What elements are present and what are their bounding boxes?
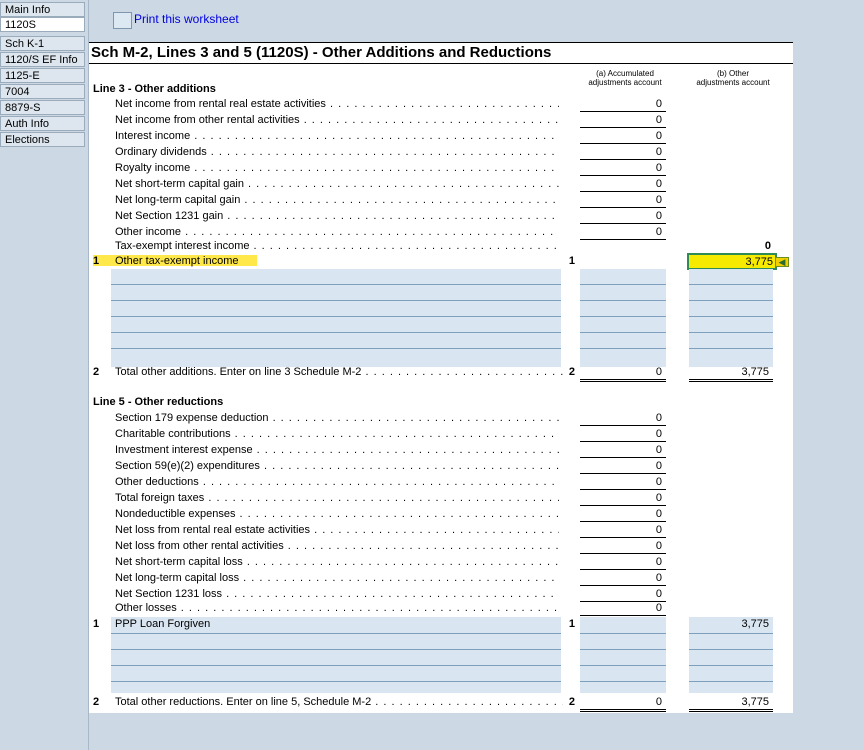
addition-label: Net long-term capital gain . .: [115, 193, 559, 207]
print-checkbox[interactable]: [113, 12, 132, 29]
addition-label: Ordinary dividends . .: [115, 145, 559, 159]
reduction-value-a[interactable]: 0: [580, 459, 666, 474]
entry-line: [111, 316, 561, 317]
entry-line: [111, 649, 561, 650]
line-number: 2: [93, 366, 100, 378]
addition-value-a[interactable]: 0: [580, 209, 666, 224]
other-tax-exempt-value-b[interactable]: 3,775: [687, 253, 777, 270]
entry-line: [689, 649, 773, 650]
reduction-label: Nondeductible expenses . .: [115, 507, 559, 521]
ppp-loan-value-b[interactable]: 3,775: [741, 618, 769, 630]
reduction-label: Net Section 1231 loss . .: [115, 587, 559, 601]
total-additions-a: 0: [580, 365, 666, 382]
entry-line: [580, 348, 666, 349]
addition-label: Net income from rental real estate activities . .: [115, 97, 559, 111]
entry-line: [689, 300, 773, 301]
reduction-label: Net long-term capital loss . .: [115, 571, 559, 585]
reduction-label: Section 59(e)(2) expenditures . .: [115, 459, 559, 473]
entry-line: [111, 681, 561, 682]
reduction-value-a[interactable]: 0: [580, 443, 666, 458]
entry-line: [689, 633, 773, 634]
entry-line: [111, 300, 561, 301]
line-ref: 2: [568, 366, 575, 378]
entry-line: [580, 316, 666, 317]
reduction-value-a[interactable]: 0: [580, 571, 666, 586]
line-number: 2: [93, 696, 100, 708]
entry-line: [111, 332, 561, 333]
tab-1125e[interactable]: 1125-E: [0, 68, 85, 83]
line-ref: 1: [568, 618, 575, 630]
entry-line: [580, 665, 666, 666]
section-other-reductions: Line 5 - Other reductions: [93, 396, 224, 408]
addition-value-a[interactable]: 0: [580, 97, 666, 112]
reduction-value-a[interactable]: 0: [580, 411, 666, 426]
other-tax-exempt-label: Other tax-exempt income: [115, 255, 239, 267]
tab-7004[interactable]: 7004: [0, 84, 85, 99]
entry-line: [689, 665, 773, 666]
entry-line: [111, 633, 561, 634]
reduction-value-a[interactable]: 0: [580, 601, 666, 616]
tab-sch-k1[interactable]: Sch K-1: [0, 36, 85, 51]
reduction-label: Net loss from other rental activities . .: [115, 539, 559, 553]
reduction-value-a[interactable]: 0: [580, 491, 666, 506]
reduction-value-a[interactable]: 0: [580, 475, 666, 490]
col-b-header: [685, 69, 781, 87]
total-additions-b: 3,775: [689, 365, 773, 382]
reduction-label: Charitable contributions . .: [115, 427, 559, 441]
tab-auth-info[interactable]: Auth Info: [0, 116, 85, 131]
section-other-additions: Line 3 - Other additions: [93, 83, 216, 95]
addition-value-a[interactable]: 0: [580, 129, 666, 144]
col-a-header-line1: (a) Accumulated: [596, 69, 654, 78]
total-reductions-label: Total other reductions. Enter on line 5, Schedule M-2 . .: [115, 695, 563, 709]
entry-line: [580, 284, 666, 285]
entry-line: [689, 332, 773, 333]
reduction-label: Section 179 expense deduction . .: [115, 411, 559, 425]
entry-line: [580, 649, 666, 650]
reduction-value-a[interactable]: 0: [580, 587, 666, 602]
line-number: 1: [93, 618, 100, 630]
entry-line: [689, 316, 773, 317]
entry-line: [689, 681, 773, 682]
sidebar: [0, 0, 89, 750]
tab-8879s[interactable]: 8879-S: [0, 100, 85, 115]
tab-main-info[interactable]: Main Info: [0, 2, 85, 17]
print-worksheet-link[interactable]: Print this worksheet: [134, 12, 239, 26]
reduction-label: Net loss from rental real estate activities . .: [115, 523, 559, 537]
addition-label: Interest income . .: [115, 129, 559, 143]
entry-line: [580, 633, 666, 634]
addition-value-a[interactable]: 0: [580, 225, 666, 240]
entry-line: [580, 332, 666, 333]
arrow-icon: ◀: [775, 257, 789, 267]
col-a-header: [577, 69, 673, 87]
addition-label: Net short-term capital gain . .: [115, 177, 559, 191]
entry-line: [111, 348, 561, 349]
total-reductions-a: 0: [580, 695, 666, 712]
reduction-value-a[interactable]: 0: [580, 555, 666, 570]
reduction-label: Investment interest expense . .: [115, 443, 559, 457]
entry-line: [580, 300, 666, 301]
entry-line: [689, 348, 773, 349]
line-ref: 2: [568, 696, 575, 708]
addition-label: Royalty income . .: [115, 161, 559, 175]
reduction-label: Other losses . .: [115, 601, 559, 615]
total-reductions-b: 3,775: [689, 695, 773, 712]
addition-label: Tax-exempt interest income . .: [115, 239, 559, 253]
reduction-value-a[interactable]: 0: [580, 507, 666, 522]
addition-value-a[interactable]: 0: [580, 193, 666, 208]
reduction-value-a[interactable]: 0: [580, 523, 666, 538]
reduction-label: Net short-term capital loss . .: [115, 555, 559, 569]
reduction-label: Total foreign taxes . .: [115, 491, 559, 505]
tab-elections[interactable]: Elections: [0, 132, 85, 147]
reduction-value-a[interactable]: 0: [580, 427, 666, 442]
tab-1120s[interactable]: 1120S: [0, 17, 85, 32]
addition-label: Net income from other rental activities . .: [115, 113, 559, 127]
addition-label: Other income . .: [115, 225, 559, 239]
entry-line: [111, 665, 561, 666]
addition-label: Net Section 1231 gain . .: [115, 209, 559, 223]
entry-line: [689, 284, 773, 285]
entry-line: [580, 681, 666, 682]
addition-value-a[interactable]: 0: [580, 177, 666, 192]
line-ref: 1: [568, 255, 575, 267]
addition-value-a[interactable]: 0: [580, 161, 666, 176]
reduction-label: Other deductions . .: [115, 475, 559, 489]
total-additions-label: Total other additions. Enter on line 3 Schedule M-2 . .: [115, 365, 563, 379]
addition-value-a[interactable]: 0: [580, 113, 666, 128]
worksheet-pane: [89, 0, 864, 750]
col-b-header-line1: (b) Other: [716, 69, 749, 78]
title-divider: [89, 63, 793, 64]
worksheet-title: Sch M-2, Lines 3 and 5 (1120S) - Other Additions and Reductions: [91, 44, 552, 61]
ppp-loan-label[interactable]: PPP Loan Forgiven: [115, 618, 211, 630]
addition-value-a[interactable]: 0: [580, 145, 666, 160]
entry-line: [111, 284, 561, 285]
col-b-header-line2: adjustments account: [696, 78, 770, 87]
addition-value-b: 0: [764, 240, 771, 252]
reduction-value-a[interactable]: 0: [580, 539, 666, 554]
line-number: 1: [93, 255, 100, 267]
col-a-header-line2: adjustments account: [588, 78, 662, 87]
worksheet-sheet: [89, 42, 793, 713]
tab-1120s-ef-info[interactable]: 1120/S EF Info: [0, 52, 85, 67]
